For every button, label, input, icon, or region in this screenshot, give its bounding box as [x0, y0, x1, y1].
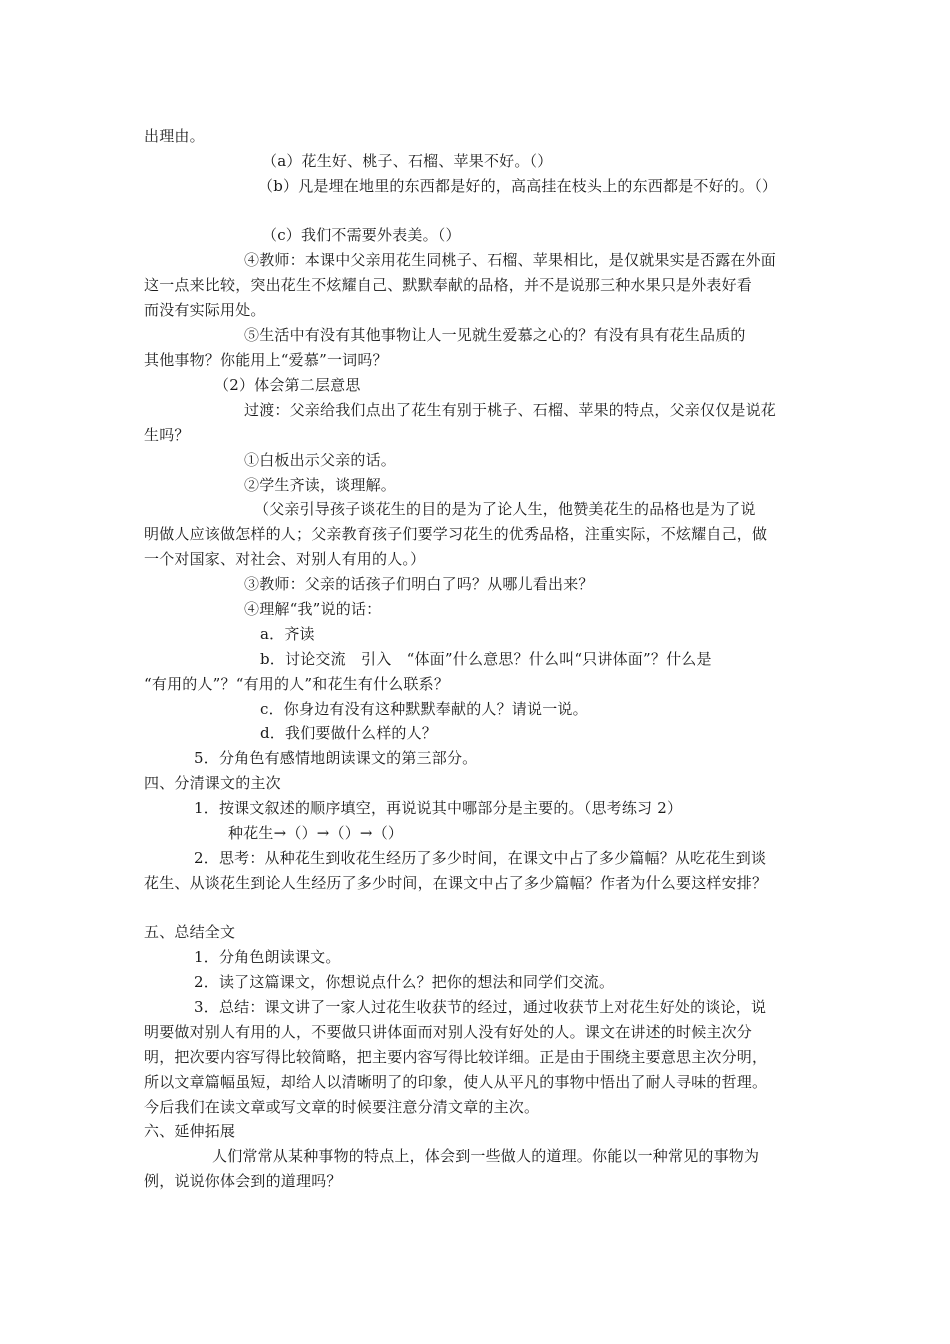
text-line: ③教师：父亲的话孩子们明白了吗？从哪儿看出来？ — [244, 575, 594, 593]
text-line: ⑤生活中有没有其他事物让人一见就生爱慕之心的？有没有具有花生品质的 — [244, 326, 746, 344]
list-item: a．齐读 — [260, 625, 315, 643]
list-item: 2．思考：从种花生到收花生经历了多少时间，在课文中占了多少篇幅？从吃花生到谈 — [194, 849, 767, 867]
list-item: c．你身边有没有这种默默奉献的人？请说一说。 — [260, 700, 588, 718]
text-line: 其他事物？你能用上“爱慕”一词吗？ — [144, 351, 388, 369]
text-line: （父亲引导孩子谈花生的目的是为了论人生，他赞美花生的品格也是为了说 — [254, 500, 756, 518]
section-heading: 六、延伸拓展 — [144, 1122, 236, 1140]
text-line: ①白板出示父亲的话。 — [244, 451, 397, 469]
text-line: 而没有实际用处。 — [144, 301, 266, 319]
list-item: 5．分角色有感情地朗读课文的第三部分。 — [194, 749, 478, 767]
text-line: 人们常常从某种事物的特点上，体会到一些做人的道理。你能以一种常见的事物为 — [212, 1147, 760, 1165]
text-line: 明，把次要内容写得比较简略，把主要内容写得比较详细。正是由于围绕主要意思主次分明， — [144, 1048, 768, 1066]
text-line: 明要做对别人有用的人，不要做只讲体面而对别人没有好处的人。课文在讲述的时候主次分 — [144, 1023, 753, 1041]
list-item: 1．分角色朗读课文。 — [194, 948, 341, 966]
sub-heading: （2）体会第二层意思 — [214, 376, 361, 394]
option-c: （c）我们不需要外表美。（） — [262, 226, 461, 244]
text-line: 出理由。 — [144, 127, 205, 145]
text-line: 生吗？ — [144, 426, 190, 444]
text-line: 这一点来比较，突出花生不炫耀自己、默默奉献的品格，并不是说那三种水果只是外表好看 — [144, 276, 753, 294]
text-line: ④理解“我”说的话： — [244, 600, 382, 618]
list-item: 3．总结：课文讲了一家人过花生收获节的经过，通过收获节上对花生好处的谈论，说 — [194, 998, 767, 1016]
text-line: 过渡：父亲给我们点出了花生有别于桃子、石榴、苹果的特点，父亲仅仅是说花 — [244, 401, 777, 419]
text-line: 所以文章篇幅虽短，却给人以清晰明了的印象，使人从平凡的事物中悟出了耐人寻味的哲理。 — [144, 1073, 768, 1091]
text-line: 明做人应该做怎样的人；父亲教育孩子们要学习花生的优秀品格，注重实际，不炫耀自己，做 — [144, 525, 768, 543]
text-line: “有用的人”？“有用的人”和花生有什么联系？ — [144, 675, 450, 693]
list-item: d．我们要做什么样的人？ — [260, 724, 438, 742]
option-b: （b）凡是埋在地里的东西都是好的，高高挂在枝头上的东西都是不好的。（） — [258, 177, 778, 195]
text-line: 花生、从谈花生到论人生经历了多少时间，在课文中占了多少篇幅？作者为什么要这样安排？ — [144, 874, 768, 892]
section-heading: 四、分清课文的主次 — [144, 774, 281, 792]
text-line: ④教师：本课中父亲用花生同桃子、石榴、苹果相比，是仅就果实是否露在外面 — [244, 251, 777, 269]
list-item: 1．按课文叙述的顺序填空，再说说其中哪部分是主要的。（思考练习 2） — [194, 799, 683, 817]
fill-blank-sequence: 种花生→（）→（）→（） — [228, 824, 404, 842]
text-line: 今后我们在读文章或写文章的时候要注意分清文章的主次。 — [144, 1098, 540, 1116]
list-item: 2．读了这篇课文，你想说点什么？把你的想法和同学们交流。 — [194, 973, 615, 991]
list-item: b．讨论交流 引入 “体面”什么意思？什么叫“只讲体面”？什么是 — [260, 650, 712, 668]
text-line: ②学生齐读，谈理解。 — [244, 476, 397, 494]
option-a: （a）花生好、桃子、石榴、苹果不好。（） — [262, 152, 553, 170]
text-line: 一个对国家、对社会、对别人有用的人。） — [144, 550, 426, 568]
text-line: 例，说说你体会到的道理吗？ — [144, 1172, 342, 1190]
section-heading: 五、总结全文 — [144, 923, 236, 941]
